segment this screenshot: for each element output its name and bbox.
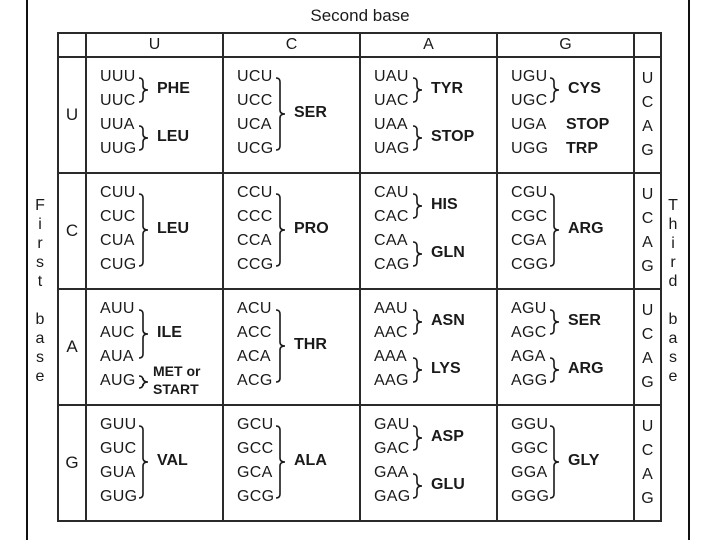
codon: AAU — [374, 300, 408, 317]
codon: ACU — [237, 300, 272, 317]
codon-bracket — [411, 352, 427, 388]
third-base-letter: A — [642, 118, 653, 135]
amino-acid-label — [153, 362, 200, 398]
codon: UCG — [237, 140, 274, 157]
third-base-label — [663, 196, 683, 386]
amino-acid-label: ARG — [568, 220, 604, 237]
codon-bracket — [411, 188, 427, 224]
third-base-cell — [634, 173, 661, 289]
codon-bracket — [548, 72, 564, 108]
amino-acid-label: STOP — [566, 116, 610, 133]
codon-bracket — [274, 420, 290, 504]
codon: AUC — [100, 324, 135, 341]
header-row — [58, 33, 661, 57]
codon: UAG — [374, 140, 410, 157]
third-base-letter: A — [642, 234, 653, 251]
third-base-letter: i — [671, 235, 675, 252]
codon: AGU — [511, 300, 547, 317]
first-base-letter: t — [37, 273, 43, 290]
codon: CGA — [511, 232, 547, 249]
codon-bracket — [411, 468, 427, 504]
codon: CUC — [100, 208, 136, 225]
codon: GAU — [374, 416, 410, 433]
first-base-letter: s — [36, 254, 44, 271]
amino-acid-label: SER — [568, 312, 601, 329]
amino-acid-label: LEU — [157, 128, 189, 145]
codon: GGC — [511, 440, 549, 457]
amino-acid-label: ALA — [294, 452, 327, 469]
codon: UCU — [237, 68, 273, 85]
codon: GGU — [511, 416, 549, 433]
codon: GCC — [237, 440, 274, 457]
third-base-letter: C — [641, 94, 654, 111]
codon: GGG — [511, 488, 550, 505]
amino-acid-label: GLY — [568, 452, 600, 469]
first-base-row — [58, 289, 661, 405]
third-base-letter: a — [668, 330, 678, 347]
first-base-letter: F — [35, 197, 45, 214]
codon-bracket — [137, 120, 153, 156]
codon: CAC — [374, 208, 409, 225]
third-base-cell — [634, 289, 661, 405]
codon: ACG — [237, 372, 273, 389]
codon-cell — [497, 57, 634, 173]
codon: AAG — [374, 372, 409, 389]
amino-acid-label: PRO — [294, 220, 329, 237]
codon: ACC — [237, 324, 272, 341]
third-base-letter: G — [641, 374, 654, 391]
codon-bracket — [274, 304, 290, 388]
codon: CGU — [511, 184, 548, 201]
second-base-column-header: G — [497, 33, 634, 57]
codon: AGC — [511, 324, 547, 341]
codon: AAA — [374, 348, 407, 365]
amino-acid-label: LEU — [157, 220, 189, 237]
amino-acid-label: THR — [294, 336, 327, 353]
codon-bracket — [548, 188, 564, 272]
second-base-column-header: U — [86, 33, 223, 57]
third-base-letter: e — [668, 368, 678, 385]
third-base-letter: U — [641, 302, 654, 319]
codon-bracket — [548, 304, 564, 340]
codon-bracket — [137, 188, 153, 272]
codon-cell — [360, 289, 497, 405]
codon: GCA — [237, 464, 273, 481]
codon-cell — [86, 173, 223, 289]
first-base-letter: e — [35, 368, 45, 385]
amino-acid-label: LYS — [431, 360, 461, 377]
third-base-letter: C — [641, 210, 654, 227]
amino-acid-label: GLN — [431, 244, 465, 261]
first-base-label-cell: A — [58, 289, 86, 405]
codon-cell — [86, 57, 223, 173]
codon: ACA — [237, 348, 271, 365]
codon-cell — [360, 57, 497, 173]
codon: UGG — [511, 140, 549, 157]
codon: GAC — [374, 440, 410, 457]
amino-acid-label: ARG — [568, 360, 604, 377]
codon: GUA — [100, 464, 136, 481]
codon-bracket — [137, 370, 153, 394]
codon: GAA — [374, 464, 409, 481]
codon-cell — [497, 289, 634, 405]
third-base-letter: G — [641, 142, 654, 159]
codon-bracket — [548, 420, 564, 504]
codon-bracket — [274, 188, 290, 272]
codon-cell — [360, 173, 497, 289]
third-base-cell — [634, 405, 661, 521]
codon: UAU — [374, 68, 409, 85]
codon: AUU — [100, 300, 135, 317]
third-base-letter: r — [670, 254, 676, 271]
codon-cell — [223, 173, 360, 289]
first-base-letter: s — [36, 349, 44, 366]
codon: CAU — [374, 184, 409, 201]
codon: UAC — [374, 92, 409, 109]
codon-bracket — [411, 120, 427, 156]
codon: CUG — [100, 256, 137, 273]
first-base-letter: a — [35, 330, 45, 347]
first-base-row — [58, 57, 661, 173]
codon: AUA — [100, 348, 134, 365]
codon-cell — [223, 57, 360, 173]
codon-table — [57, 32, 662, 522]
codon: UGU — [511, 68, 548, 85]
third-base-letter: U — [641, 418, 654, 435]
codon-cell — [223, 405, 360, 521]
first-base-letter — [30, 291, 50, 310]
third-base-letter: T — [668, 197, 678, 214]
codon: CCC — [237, 208, 273, 225]
codon-bracket — [548, 352, 564, 388]
first-base-row — [58, 405, 661, 521]
third-base-letter: s — [669, 349, 677, 366]
second-base-title: Second base — [310, 6, 410, 25]
codon: AUG — [100, 372, 136, 389]
codon: GCG — [237, 488, 275, 505]
first-base-label-cell: G — [58, 405, 86, 521]
codon: GAG — [374, 488, 411, 505]
codon: UUC — [100, 92, 136, 109]
codon: GGA — [511, 464, 548, 481]
second-base-column-header: A — [360, 33, 497, 57]
third-base-letter: b — [668, 311, 678, 328]
codon: UGA — [511, 116, 547, 133]
codon-bracket — [411, 236, 427, 272]
codon: UUU — [100, 68, 136, 85]
first-base-letter: i — [38, 216, 42, 233]
amino-acid-label: ILE — [157, 324, 182, 341]
amino-acid-label: TRP — [566, 140, 598, 157]
genetic-code-table — [57, 32, 662, 522]
codon-bracket — [137, 304, 153, 364]
first-base-row — [58, 173, 661, 289]
codon: AGA — [511, 348, 546, 365]
codon: CAG — [374, 256, 410, 273]
codon-cell — [223, 289, 360, 405]
third-base-letter: C — [641, 442, 654, 459]
codon: UUA — [100, 116, 135, 133]
codon: AGG — [511, 372, 548, 389]
codon: CUU — [100, 184, 136, 201]
amino-acid-label: PHE — [157, 80, 190, 97]
amino-acid-label-line: MET or — [153, 363, 201, 379]
codon: CCU — [237, 184, 273, 201]
third-base-letter: U — [641, 70, 654, 87]
codon: CAA — [374, 232, 408, 249]
amino-acid-label: TYR — [431, 80, 463, 97]
first-base-label-cell: C — [58, 173, 86, 289]
amino-acid-label: GLU — [431, 476, 465, 493]
third-base-letter: A — [642, 466, 653, 483]
codon: CUA — [100, 232, 135, 249]
corner-cell — [58, 33, 86, 57]
second-base-column-header: C — [223, 33, 360, 57]
third-column-header — [634, 33, 661, 57]
third-base-letter: A — [642, 350, 653, 367]
codon: UUG — [100, 140, 137, 157]
codon-cell — [86, 289, 223, 405]
first-base-letter: b — [35, 311, 45, 328]
amino-acid-label: SER — [294, 104, 327, 121]
third-base-letter: G — [641, 258, 654, 275]
codon: GUC — [100, 440, 137, 457]
first-base-label — [30, 196, 50, 386]
codon: UCA — [237, 116, 272, 133]
codon: UAA — [374, 116, 408, 133]
amino-acid-label: ASP — [431, 428, 464, 445]
amino-acid-label: STOP — [431, 128, 475, 145]
codon-bracket — [137, 72, 153, 108]
third-base-cell — [634, 57, 661, 173]
third-base-letter: C — [641, 326, 654, 343]
codon: CGG — [511, 256, 549, 273]
codon: CGC — [511, 208, 548, 225]
third-base-letter: d — [668, 273, 678, 290]
codon: GUG — [100, 488, 138, 505]
codon-bracket — [411, 420, 427, 456]
codon-cell — [86, 405, 223, 521]
amino-acid-label: VAL — [157, 452, 188, 469]
third-base-letter: h — [668, 216, 678, 233]
third-base-letter: G — [641, 490, 654, 507]
amino-acid-label-line: START — [153, 381, 199, 397]
first-base-letter: r — [37, 235, 43, 252]
codon-bracket — [411, 304, 427, 340]
first-base-label-cell: U — [58, 57, 86, 173]
codon: UCC — [237, 92, 273, 109]
codon-bracket — [137, 420, 153, 504]
third-base-letter — [663, 291, 683, 310]
amino-acid-label: HIS — [431, 196, 458, 213]
codon-bracket — [411, 72, 427, 108]
codon: AAC — [374, 324, 408, 341]
codon-cell — [497, 405, 634, 521]
codon: GCU — [237, 416, 274, 433]
codon: CCG — [237, 256, 274, 273]
codon: UGC — [511, 92, 548, 109]
codon-cell — [497, 173, 634, 289]
third-base-letter: U — [641, 186, 654, 203]
codon: CCA — [237, 232, 272, 249]
amino-acid-label: ASN — [431, 312, 465, 329]
codon: GUU — [100, 416, 137, 433]
codon-bracket — [274, 72, 290, 156]
amino-acid-label: CYS — [568, 80, 601, 97]
codon-cell — [360, 405, 497, 521]
